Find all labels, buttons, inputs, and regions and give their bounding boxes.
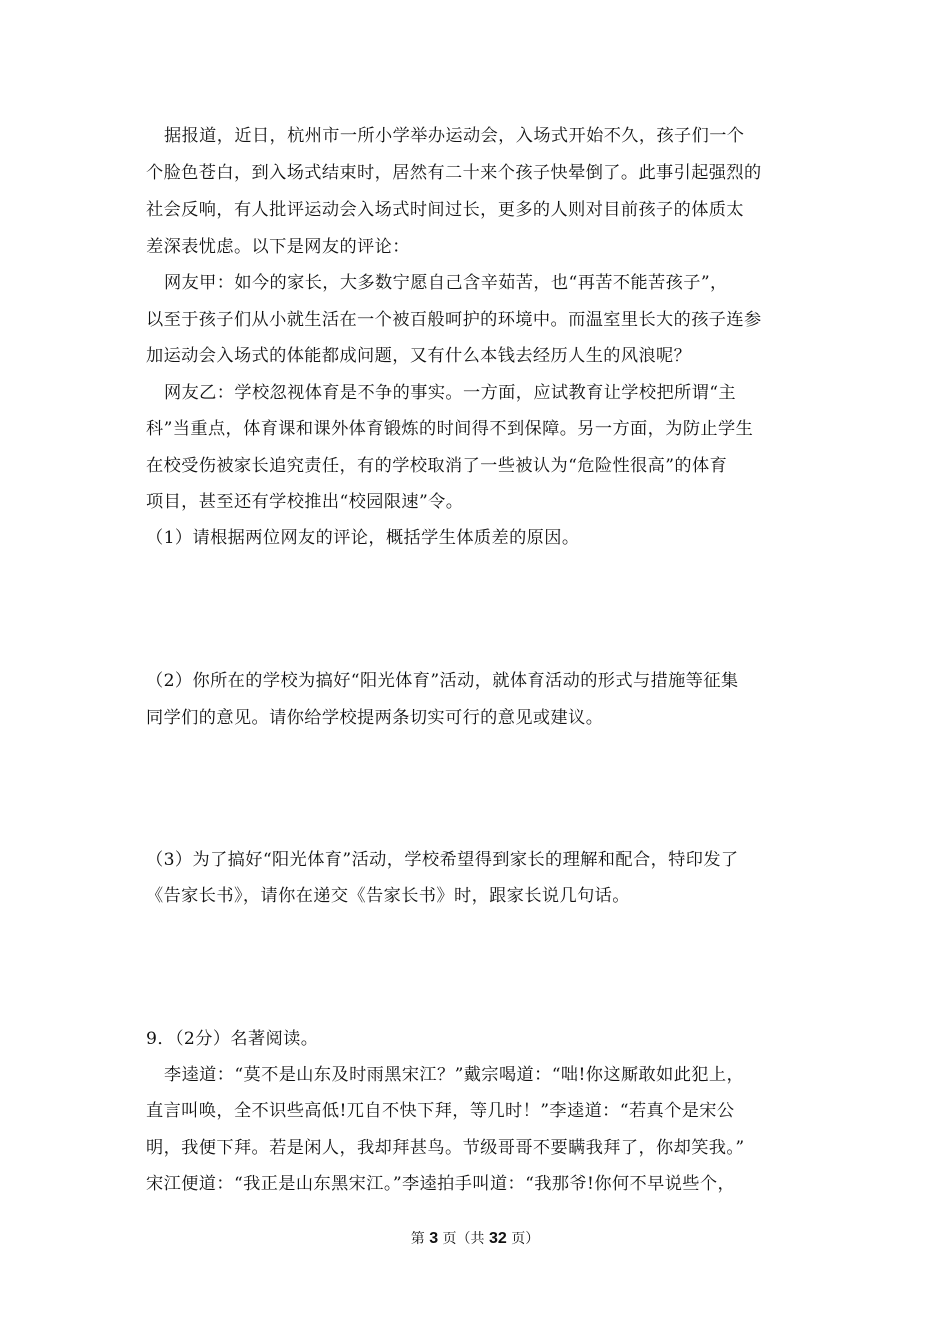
footer-suffix: 页）: [511, 1231, 540, 1247]
question-9-line: 直言叫唤，全不识些高低!兀自不快下拜，等几时！”李逵道：“若真个是宋公: [146, 1101, 735, 1121]
passage-line: 科”当重点，体育课和课外体育锻炼的时间得不到保障。另一方面，为防止学生: [146, 419, 754, 439]
question-9-line: 明，我便下拜。若是闲人，我却拜甚鸟。节级哥哥不要瞒我拜了，你却笑我。”: [146, 1138, 745, 1158]
question-9-line: 李逵道：“莫不是山东及时雨黑宋江？”戴宗喝道：“咄!你这厮敢如此犯上，: [164, 1065, 745, 1085]
passage-line: 加运动会入场式的体能都成问题，又有什么本钱去经历人生的风浪呢？: [146, 346, 692, 366]
question-2-line: 同学们的意见。请你给学校提两条切实可行的意见或建议。: [146, 708, 604, 728]
question-9-heading: 9．（2分）名著阅读。: [146, 1029, 319, 1049]
page-footer: [0, 1229, 950, 1249]
question-1: （1）请根据两位网友的评论，概括学生体质差的原因。: [146, 528, 580, 548]
passage-line: 据报道，近日，杭州市一所小学举办运动会，入场式开始不久，孩子们一个: [164, 126, 745, 146]
question-2-line: （2）你所在的学校为搞好“阳光体育”活动，就体育活动的形式与措施等征集: [146, 671, 739, 691]
passage-line: 以至于孩子们从小就生活在一个被百般呵护的环境中。而温室里长大的孩子连参: [146, 310, 762, 330]
passage-line: 项目，甚至还有学校推出“校园限速”令。: [146, 492, 464, 512]
footer-prefix: 第: [410, 1231, 425, 1247]
footer-middle: 页（共: [442, 1231, 485, 1247]
question-9-line: 宋江便道：“我正是山东黑宋江。”李逵拍手叫道：“我那爷!你何不早说些个，: [146, 1174, 736, 1194]
passage-line: 社会反响，有人批评运动会入场式时间过长，更多的人则对目前孩子的体质太: [146, 200, 744, 220]
passage-line: 个脸色苍白，到入场式结束时，居然有二十来个孩子快晕倒了。此事引起强烈的: [146, 163, 762, 183]
passage-line: 网友乙：学校忽视体育是不争的事实。一方面，应试教育让学校把所谓“主: [164, 383, 736, 403]
passage-line: 网友甲：如今的家长，大多数宁愿自己含辛茹苦，也“再苦不能苦孩子”，: [164, 273, 728, 293]
passage-line: 在校受伤被家长追究责任，有的学校取消了一些被认为“危险性很高”的体育: [146, 456, 728, 476]
passage-line: 差深表忧虑。以下是网友的评论：: [146, 237, 410, 257]
footer-total-pages: 32: [489, 1230, 507, 1247]
footer-page-number: 3: [429, 1230, 439, 1247]
question-3-line: （3）为了搞好“阳光体育”活动，学校希望得到家长的理解和配合，特印发了: [146, 850, 739, 870]
question-3-line: 《告家长书》，请你在递交《告家长书》时，跟家长说几句话。: [146, 886, 630, 906]
